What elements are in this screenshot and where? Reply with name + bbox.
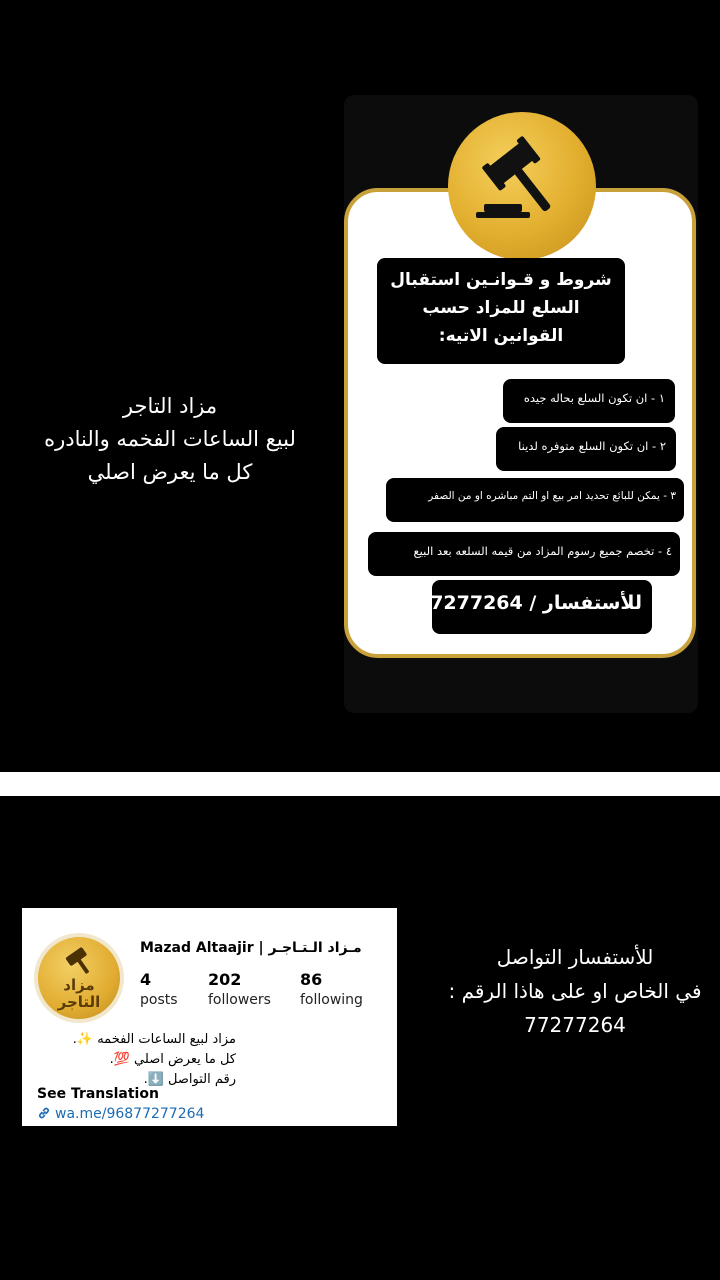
stat-following[interactable] (300, 970, 363, 1010)
rule-item-2: ٢ - ان تكون السلع متوفره لدينا (496, 427, 676, 471)
store-title-block (40, 390, 300, 489)
profile-link-text: wa.me/96877277264 (55, 1106, 205, 1122)
stat-posts[interactable] (140, 970, 178, 1010)
link-icon (37, 1106, 51, 1120)
stat-posts-label: posts (140, 992, 178, 1008)
stat-followers[interactable] (208, 970, 271, 1010)
profile-card (22, 908, 397, 1126)
contact-line-2: في الخاص او على هاذا الرقم : (448, 979, 702, 1003)
contact-info-block (440, 940, 710, 1042)
bio-line-1: مزاد لبيع الساعات الفخمه ✨. (72, 1032, 236, 1047)
rules-heading: شروط و قـوانـين استقبال السلع للمزاد حسب القوانين الاتيه: (377, 258, 625, 364)
stat-posts-count: 4 (140, 970, 152, 989)
gavel-icon (448, 112, 596, 260)
store-name: مزاد التاجر (122, 394, 218, 418)
avatar[interactable] (34, 933, 124, 1023)
stat-following-label: following (300, 992, 363, 1008)
stat-followers-label: followers (208, 992, 271, 1008)
bio-line-2: كل ما يعرض اصلي 💯. (109, 1052, 236, 1067)
avatar-label: مزاد التاجر (57, 976, 101, 1011)
profile-link[interactable] (37, 1106, 204, 1122)
contact-line-1: للأستفسار التواصل (496, 945, 654, 969)
contact-number-pill: للأستفسار / 77277264 (432, 580, 652, 634)
profile-bio (36, 1030, 236, 1090)
store-authentic-note: كل ما يعرض اصلي (87, 460, 253, 484)
stat-following-count: 86 (300, 970, 323, 989)
contact-phone: 77277264 (524, 1013, 626, 1037)
white-divider (0, 772, 720, 796)
see-translation-link[interactable]: See Translation (37, 1086, 159, 1102)
stat-followers-count: 202 (208, 970, 242, 989)
bio-line-3: رقم التواصل ⬇️. (143, 1072, 236, 1087)
rule-item-3: ٣ - يمكن للبائع تحديد امر بيع او التم مباشره او من الصفر (386, 478, 684, 522)
profile-name: Mazad Altaajir | مـزاد الـتـاجـر (140, 940, 362, 956)
rule-item-4: ٤ - تخصم جميع رسوم المزاد من قيمه السلعه بعد البيع (368, 532, 680, 576)
store-tagline: لبيع الساعات الفخمه والنادره (44, 427, 296, 451)
rule-item-1: ١ - ان تكون السلع بحاله جيده (503, 379, 675, 423)
